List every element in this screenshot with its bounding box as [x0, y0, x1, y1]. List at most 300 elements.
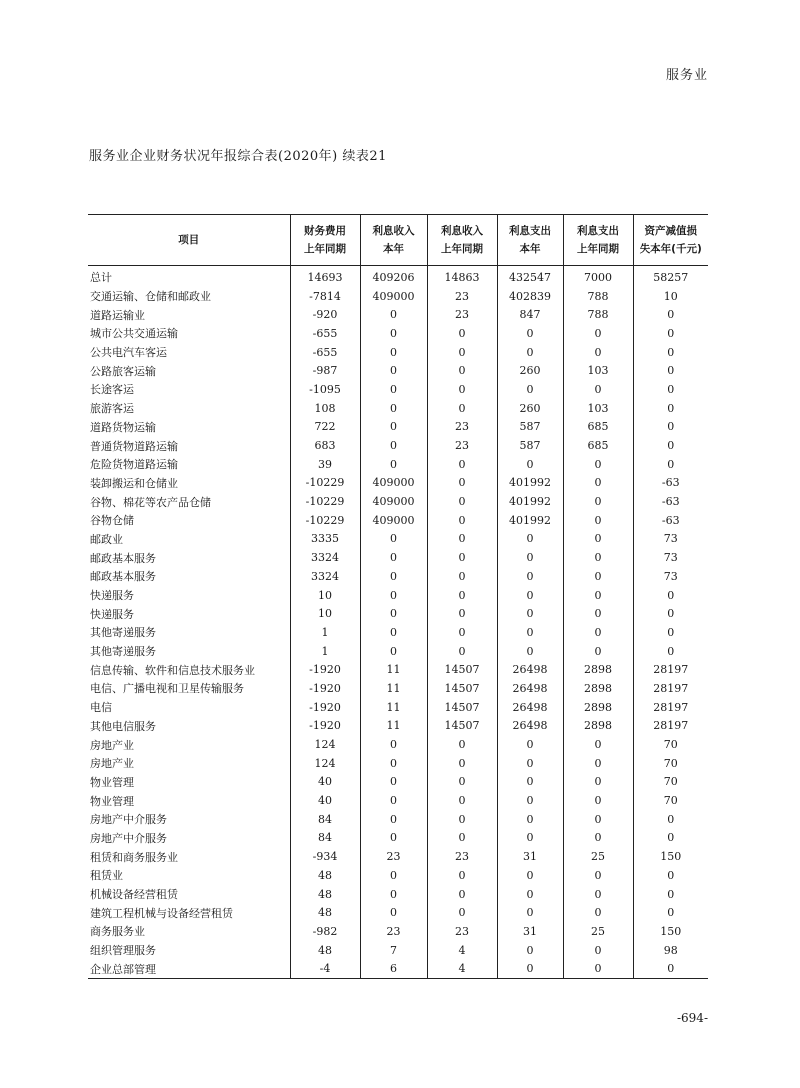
table-cell: 0	[360, 455, 427, 474]
table-cell: 48	[290, 941, 360, 960]
table-cell: 0	[427, 530, 497, 549]
financial-table	[88, 214, 708, 979]
table-cell: -7814	[290, 287, 360, 306]
table-cell: 0	[633, 642, 708, 661]
table-cell: 3335	[290, 530, 360, 549]
table-cell: 23	[427, 922, 497, 941]
table-cell: 0	[497, 530, 563, 549]
table-cell: 0	[360, 548, 427, 567]
table-cell: 409206	[360, 266, 427, 287]
table-cell: -4	[290, 959, 360, 978]
table-cell: 0	[360, 436, 427, 455]
table-cell: 0	[427, 903, 497, 922]
column-header	[88, 215, 290, 266]
table-cell: 73	[633, 567, 708, 586]
table-cell: 0	[427, 548, 497, 567]
table-cell: 28197	[633, 698, 708, 717]
table-cell: 103	[563, 361, 633, 380]
table-cell: 4	[427, 959, 497, 978]
table-cell: 409000	[360, 474, 427, 493]
table-cell: -63	[633, 474, 708, 493]
row-label: 城市公共交通运输	[90, 327, 178, 341]
column-header-line1: 利息收入	[372, 225, 415, 237]
table-row	[88, 679, 708, 698]
table-cell: 40	[290, 773, 360, 792]
table-cell: 401992	[497, 474, 563, 493]
table-cell: 0	[497, 903, 563, 922]
table-cell: -1095	[290, 380, 360, 399]
table-cell: 409000	[360, 287, 427, 306]
table-cell: 0	[427, 829, 497, 848]
column-header-line2: 上年同期	[304, 243, 346, 255]
table-cell: 2898	[563, 717, 633, 736]
table-row	[88, 698, 708, 717]
table-row	[88, 586, 708, 605]
table-cell: 0	[633, 380, 708, 399]
row-label: 企业总部管理	[90, 962, 156, 976]
table-cell: 0	[360, 754, 427, 773]
table-cell: 0	[563, 604, 633, 623]
table-row	[88, 418, 708, 437]
table-row	[88, 623, 708, 642]
table-cell: -1920	[290, 698, 360, 717]
column-header-line2: 失本年(千元)	[639, 243, 702, 255]
table-cell: 1	[290, 623, 360, 642]
table-cell: 98	[633, 941, 708, 960]
table-row	[88, 959, 708, 978]
table-row	[88, 436, 708, 455]
table-cell: -987	[290, 361, 360, 380]
table-cell: 0	[497, 567, 563, 586]
table-cell: 0	[497, 548, 563, 567]
table-body	[88, 266, 708, 979]
table-cell: 0	[427, 361, 497, 380]
table-cell: 0	[633, 810, 708, 829]
table-cell: 0	[563, 642, 633, 661]
table-cell: 23	[427, 418, 497, 437]
table-cell: 25	[563, 922, 633, 941]
table-cell: -63	[633, 492, 708, 511]
table-cell: 0	[360, 604, 427, 623]
row-label: 房地产中介服务	[90, 831, 167, 845]
table-cell: 23	[360, 847, 427, 866]
table-cell: 0	[427, 791, 497, 810]
row-label: 普通货物道路运输	[90, 439, 178, 453]
column-header-line1: 利息支出	[577, 225, 619, 237]
table-cell: 73	[633, 530, 708, 549]
table-cell: 0	[563, 623, 633, 642]
row-label: 信息传输、软件和信息技术服务业	[90, 663, 255, 677]
table-cell: 7	[360, 941, 427, 960]
table-cell: -934	[290, 847, 360, 866]
row-label: 旅游客运	[90, 402, 134, 416]
table-cell: 0	[563, 754, 633, 773]
table-row	[88, 791, 708, 810]
table-cell: 26498	[497, 660, 563, 679]
column-header	[633, 215, 708, 266]
table-cell: 23	[427, 305, 497, 324]
table-cell: 0	[633, 885, 708, 904]
row-label: 组织管理服务	[90, 944, 156, 958]
table-cell: 0	[633, 604, 708, 623]
column-header-line2: 上年同期	[577, 243, 619, 255]
table-cell: 0	[427, 623, 497, 642]
table-cell: 48	[290, 903, 360, 922]
table-cell: 0	[563, 829, 633, 848]
table-cell: 0	[563, 492, 633, 511]
table-cell: 0	[427, 810, 497, 829]
table-cell: 847	[497, 305, 563, 324]
row-label: 物业管理	[90, 794, 134, 808]
table-cell: 0	[563, 455, 633, 474]
table-cell: 11	[360, 679, 427, 698]
table-cell: 402839	[497, 287, 563, 306]
table-cell: 0	[360, 586, 427, 605]
table-cell: 432547	[497, 266, 563, 287]
table-cell: 0	[427, 511, 497, 530]
table-cell: 26498	[497, 717, 563, 736]
table-cell: 6	[360, 959, 427, 978]
table-cell: 0	[427, 324, 497, 343]
table-cell: 0	[360, 829, 427, 848]
table-cell: 0	[633, 343, 708, 362]
row-label: 其他电信服务	[90, 719, 156, 733]
table-cell: 0	[427, 380, 497, 399]
table-row	[88, 717, 708, 736]
table-cell: 409000	[360, 511, 427, 530]
table-cell: 26498	[497, 698, 563, 717]
table-cell: 0	[563, 735, 633, 754]
table-cell: 0	[563, 380, 633, 399]
table-cell: 0	[427, 642, 497, 661]
table-cell: 0	[497, 455, 563, 474]
table-row	[88, 829, 708, 848]
table-cell: 0	[427, 455, 497, 474]
table-cell: -10229	[290, 511, 360, 530]
table-cell: 0	[497, 959, 563, 978]
row-label: 总计	[90, 271, 112, 285]
row-label: 机械设备经营租赁	[90, 888, 178, 902]
table-cell: 0	[360, 885, 427, 904]
table-cell: 0	[360, 567, 427, 586]
table-cell: 3324	[290, 567, 360, 586]
table-cell: 11	[360, 660, 427, 679]
table-cell: 150	[633, 847, 708, 866]
table-cell: 0	[360, 642, 427, 661]
table-cell: 0	[360, 324, 427, 343]
table-cell: 70	[633, 773, 708, 792]
table-cell: 4	[427, 941, 497, 960]
table-cell: 0	[633, 623, 708, 642]
table-cell: 7000	[563, 266, 633, 287]
table-cell: 0	[360, 903, 427, 922]
table-cell: 0	[497, 735, 563, 754]
table-cell: 58257	[633, 266, 708, 287]
column-header	[427, 215, 497, 266]
table-cell: 28197	[633, 679, 708, 698]
table-cell: 31	[497, 922, 563, 941]
column-header-line2: 本年	[383, 243, 404, 255]
table-cell: 14507	[427, 660, 497, 679]
table-cell: 0	[563, 773, 633, 792]
table-cell: -1920	[290, 679, 360, 698]
table-cell: 0	[360, 810, 427, 829]
table-cell: 0	[360, 623, 427, 642]
table-cell: 23	[427, 287, 497, 306]
table-cell: 788	[563, 287, 633, 306]
table-cell: 0	[360, 866, 427, 885]
table-cell: 260	[497, 399, 563, 418]
table-cell: 103	[563, 399, 633, 418]
column-header-line1: 利息支出	[509, 225, 551, 237]
table-cell: 0	[427, 586, 497, 605]
table-cell: 0	[427, 866, 497, 885]
table-cell: -920	[290, 305, 360, 324]
table-cell: 40	[290, 791, 360, 810]
table-cell: 587	[497, 436, 563, 455]
table-cell: -63	[633, 511, 708, 530]
table-cell: 0	[427, 754, 497, 773]
table-cell: 0	[563, 791, 633, 810]
table-cell: -10229	[290, 474, 360, 493]
row-label: 租赁和商务服务业	[90, 850, 178, 864]
table-cell: 0	[633, 305, 708, 324]
table-cell: 260	[497, 361, 563, 380]
table-cell: 48	[290, 885, 360, 904]
table-row	[88, 754, 708, 773]
table-cell: 0	[360, 773, 427, 792]
row-label: 邮政基本服务	[90, 570, 156, 584]
table-cell: 0	[497, 623, 563, 642]
table-cell: 14863	[427, 266, 497, 287]
table-cell: 0	[360, 361, 427, 380]
table-cell: 0	[497, 885, 563, 904]
row-label: 物业管理	[90, 775, 134, 789]
table-cell: 0	[633, 399, 708, 418]
table-row	[88, 492, 708, 511]
table-cell: 0	[427, 773, 497, 792]
row-label: 长途客运	[90, 383, 134, 397]
row-label: 快递服务	[90, 607, 134, 621]
table-cell: 0	[563, 567, 633, 586]
table-cell: 0	[633, 866, 708, 885]
table-row	[88, 773, 708, 792]
table-cell: 0	[497, 604, 563, 623]
table-cell: 0	[497, 829, 563, 848]
table-cell: 0	[497, 941, 563, 960]
section-label: 服务业	[665, 68, 708, 83]
table-cell: 0	[497, 810, 563, 829]
table-cell: 0	[497, 380, 563, 399]
row-label: 电信	[90, 701, 112, 715]
table-cell: 150	[633, 922, 708, 941]
table-cell: 1	[290, 642, 360, 661]
table-row	[88, 287, 708, 306]
row-label: 公路旅客运输	[90, 364, 156, 378]
table-cell: 0	[497, 754, 563, 773]
table-cell: 0	[497, 642, 563, 661]
table-row	[88, 642, 708, 661]
table-cell: 0	[633, 829, 708, 848]
table-cell: 0	[633, 436, 708, 455]
table-row	[88, 511, 708, 530]
row-label: 房地产业	[90, 757, 134, 771]
table-row	[88, 847, 708, 866]
table-cell: 14507	[427, 698, 497, 717]
table-cell: 685	[563, 436, 633, 455]
table-cell: 788	[563, 305, 633, 324]
table-cell: 0	[563, 548, 633, 567]
table-cell: 683	[290, 436, 360, 455]
column-header-line1: 财务费用	[304, 225, 346, 237]
row-label: 其他寄递服务	[90, 645, 156, 659]
table-cell: 0	[563, 530, 633, 549]
table-cell: 25	[563, 847, 633, 866]
table-cell: 48	[290, 866, 360, 885]
row-label: 危险货物道路运输	[90, 458, 178, 472]
table-cell: 11	[360, 698, 427, 717]
table-cell: 84	[290, 810, 360, 829]
column-header-line2: 本年	[519, 243, 541, 255]
row-label: 租赁业	[90, 869, 123, 883]
table-row	[88, 941, 708, 960]
table-title: 服务业企业财务状况年报综合表(2020年) 续表21	[89, 149, 387, 164]
table-cell: 0	[360, 735, 427, 754]
table-row	[88, 885, 708, 904]
table-cell: 0	[563, 866, 633, 885]
table-row	[88, 305, 708, 324]
table-cell: 0	[633, 586, 708, 605]
table-cell: 124	[290, 735, 360, 754]
table-cell: 2898	[563, 698, 633, 717]
column-header-line1: 资产减值损	[644, 225, 697, 237]
row-label: 公共电汽车客运	[90, 346, 167, 360]
table-cell: 0	[563, 959, 633, 978]
table-cell: 0	[633, 455, 708, 474]
table-cell: 0	[427, 735, 497, 754]
table-cell: 0	[563, 586, 633, 605]
table-cell: 84	[290, 829, 360, 848]
table-cell: 3324	[290, 548, 360, 567]
table-cell: 70	[633, 754, 708, 773]
table-cell: 23	[427, 436, 497, 455]
table-row	[88, 530, 708, 549]
table-cell: 0	[563, 885, 633, 904]
table-cell: 0	[497, 343, 563, 362]
table-cell: 0	[427, 474, 497, 493]
column-header-line1: 利息收入	[441, 225, 483, 237]
row-label: 邮政基本服务	[90, 551, 156, 565]
table-cell: 685	[563, 418, 633, 437]
table-header-row	[88, 215, 708, 266]
table-row	[88, 343, 708, 362]
table-cell: 0	[563, 810, 633, 829]
table-cell: -982	[290, 922, 360, 941]
column-header	[360, 215, 427, 266]
table-row	[88, 922, 708, 941]
table-cell: 70	[633, 735, 708, 754]
table-cell: -1920	[290, 660, 360, 679]
table-cell: 0	[427, 604, 497, 623]
table-cell: 39	[290, 455, 360, 474]
table-row	[88, 474, 708, 493]
table-cell: 0	[497, 866, 563, 885]
table-cell: -10229	[290, 492, 360, 511]
row-label: 谷物、棉花等农产品仓储	[90, 495, 211, 509]
table-row	[88, 735, 708, 754]
table-row	[88, 604, 708, 623]
page-number: -694-	[676, 1011, 708, 1025]
table-cell: 0	[497, 791, 563, 810]
table-cell: -1920	[290, 717, 360, 736]
table-cell: 0	[497, 586, 563, 605]
row-label: 房地产业	[90, 738, 134, 752]
table-row	[88, 399, 708, 418]
table-cell: 0	[427, 399, 497, 418]
column-header	[290, 215, 360, 266]
table-cell: 70	[633, 791, 708, 810]
table-cell: 401992	[497, 511, 563, 530]
table-cell: 0	[360, 399, 427, 418]
table-row	[88, 548, 708, 567]
table-row	[88, 810, 708, 829]
table-cell: 0	[360, 530, 427, 549]
table-row	[88, 361, 708, 380]
table-cell: 0	[633, 959, 708, 978]
column-header	[497, 215, 563, 266]
row-label: 其他寄递服务	[90, 626, 156, 640]
table-cell: 0	[497, 324, 563, 343]
table-cell: 2898	[563, 660, 633, 679]
table-cell: 14693	[290, 266, 360, 287]
table-row	[88, 380, 708, 399]
table-cell: 401992	[497, 492, 563, 511]
row-label: 商务服务业	[90, 925, 145, 939]
financial-table-container	[88, 214, 708, 979]
table-cell: 0	[360, 418, 427, 437]
table-cell: -655	[290, 324, 360, 343]
table-row	[88, 567, 708, 586]
row-label: 道路货物运输	[90, 420, 156, 434]
table-cell: 108	[290, 399, 360, 418]
table-cell: 14507	[427, 717, 497, 736]
table-cell: 10	[290, 604, 360, 623]
table-cell: 0	[427, 492, 497, 511]
table-cell: 31	[497, 847, 563, 866]
table-cell: 409000	[360, 492, 427, 511]
table-cell: 0	[427, 885, 497, 904]
row-label: 道路运输业	[90, 308, 145, 322]
table-cell: 23	[427, 847, 497, 866]
table-cell: 0	[633, 324, 708, 343]
table-cell: 23	[360, 922, 427, 941]
table-cell: 0	[360, 380, 427, 399]
table-cell: 26498	[497, 679, 563, 698]
table-cell: 0	[497, 773, 563, 792]
table-cell: 0	[360, 343, 427, 362]
table-cell: 11	[360, 717, 427, 736]
row-label: 交通运输、仓储和邮政业	[90, 290, 211, 304]
table-cell: 0	[360, 791, 427, 810]
table-row	[88, 266, 708, 287]
table-cell: 0	[563, 324, 633, 343]
table-cell: 0	[427, 567, 497, 586]
row-label: 电信、广播电视和卫星传输服务	[90, 682, 244, 696]
table-cell: 0	[633, 903, 708, 922]
table-cell: 0	[563, 343, 633, 362]
table-cell: 10	[633, 287, 708, 306]
row-label: 谷物仓储	[90, 514, 134, 528]
